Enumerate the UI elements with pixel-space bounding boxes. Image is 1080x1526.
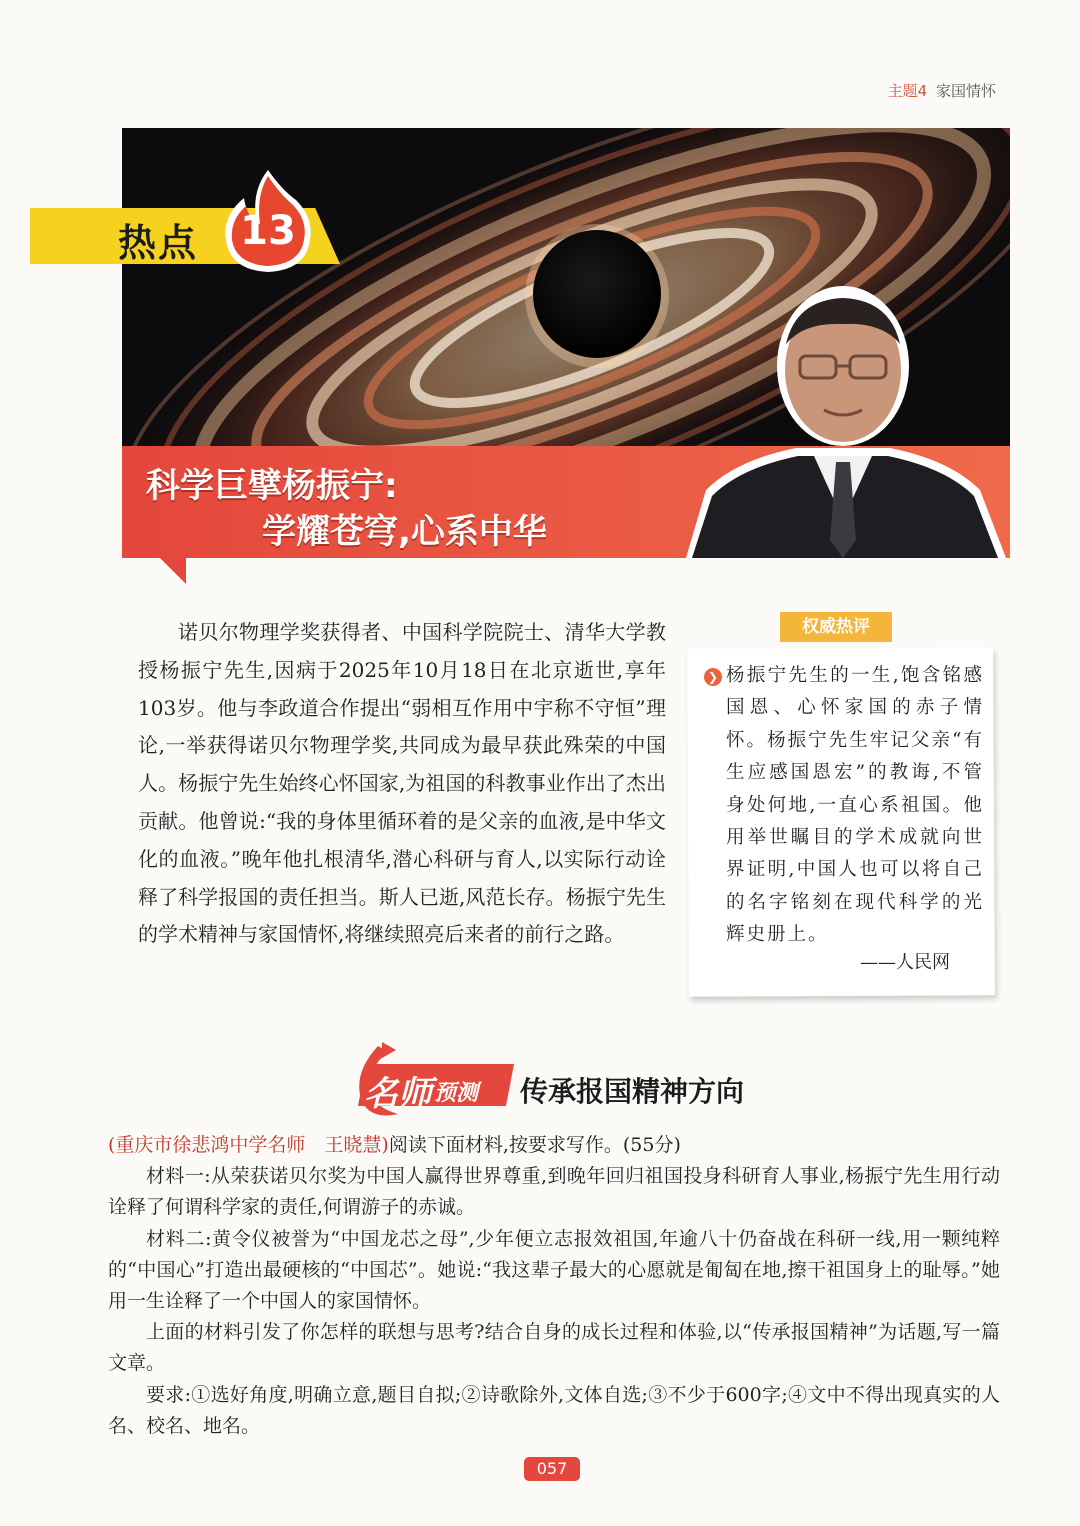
article-body: 诺贝尔物理学奖获得者、中国科学院院士、清华大学教授杨振宁先生,因病于2025年10月18日在北京逝世,享年103岁。他与李政道合作提出“弱相互作用中宇称不守恒”理论,一举获得诺贝尔物理学奖,共同成为最早获此殊荣的中国人。杨振宁先生始终心怀国家,为祖国的科教事业作出了杰出贡献。他曾说:“我的身体里循环着的是父亲的血液,是中华文化的血液。”晚年他扎根清华,潜心科研与育人,以实际行动诠释了科学报国的责任担当。斯人已逝,风范长存。杨振宁先生的学术精神与家国情怀,将继续照亮后来者的前行之路。 — [138, 620, 666, 947]
banner-title-line2: 学耀苍穹,心系中华 — [262, 512, 547, 552]
prediction-title: 传承报国精神方向 — [520, 1075, 745, 1108]
review-tag: 权威热评 — [780, 612, 892, 642]
task-question: 上面的材料引发了你怎样的联想与思考?结合自身的成长过程和体验,以“传承报国精神”为话题,写一篇文章。 — [108, 1321, 1000, 1375]
theme-label: 主题4 — [887, 82, 928, 100]
portrait-photo — [676, 270, 1010, 558]
prediction-logo-main: 名师 — [364, 1074, 432, 1114]
banner-pointer — [158, 556, 186, 584]
chevron-right-icon: ❯ — [704, 668, 722, 686]
task-intro-line — [108, 1130, 1000, 1161]
task-author: (重庆市徐悲鸿中学名师 王晓慧) — [108, 1134, 389, 1156]
theme-name: 家国情怀 — [935, 82, 996, 100]
task-material-1: 材料一:从荣获诺贝尔奖为中国人赢得世界尊重,到晚年回归祖国投身科研育人事业,杨振宁先生用行动诠释了何谓科学家的责任,何谓游子的赤诚。 — [108, 1165, 1000, 1219]
page-number: 057 — [524, 1457, 580, 1481]
review-text: 杨振宁先生的一生,饱含铭感国恩、心怀家国的赤子情怀。杨振宁先生牢记父亲“有生应感国恩宏”的教诲,不管身处何地,一直心系祖国。他用举世瞩目的学术成就向世界证明,中国人也可以将自己的名字铭刻在现代科学的光辉史册上。 — [726, 665, 984, 946]
task-material-2: 材料二:黄令仪被誉为“中国龙芯之母”,少年便立志报效祖国,年逾八十仍奋战在科研一线,用一颗纯粹的“中国心”打造出最硬核的“中国芯”。她说:“我这辈子最大的心愿就是匍匐在地,擦干祖国身上的耻辱。”她用一生诠释了一个中国人的家国情怀。 — [108, 1227, 1000, 1313]
task-intro: 阅读下面材料,按要求写作。(55分) — [388, 1134, 681, 1156]
writing-task — [108, 1130, 1000, 1442]
running-header — [888, 80, 996, 101]
task-requirements: 要求:①选好角度,明确立意,题目自拟;②诗歌除外,文体自选;③不少于600字;④文中不得出现真实的人名、校名、地名。 — [108, 1383, 1000, 1437]
banner-title-line1: 科学巨擘杨振宁: — [146, 466, 398, 506]
prediction-logo-sub: 预测 — [434, 1081, 479, 1106]
hot-topic-label: 热点 — [118, 221, 199, 265]
review-source: ——人民网 — [860, 952, 950, 973]
hot-topic-number: 13 — [240, 208, 296, 254]
